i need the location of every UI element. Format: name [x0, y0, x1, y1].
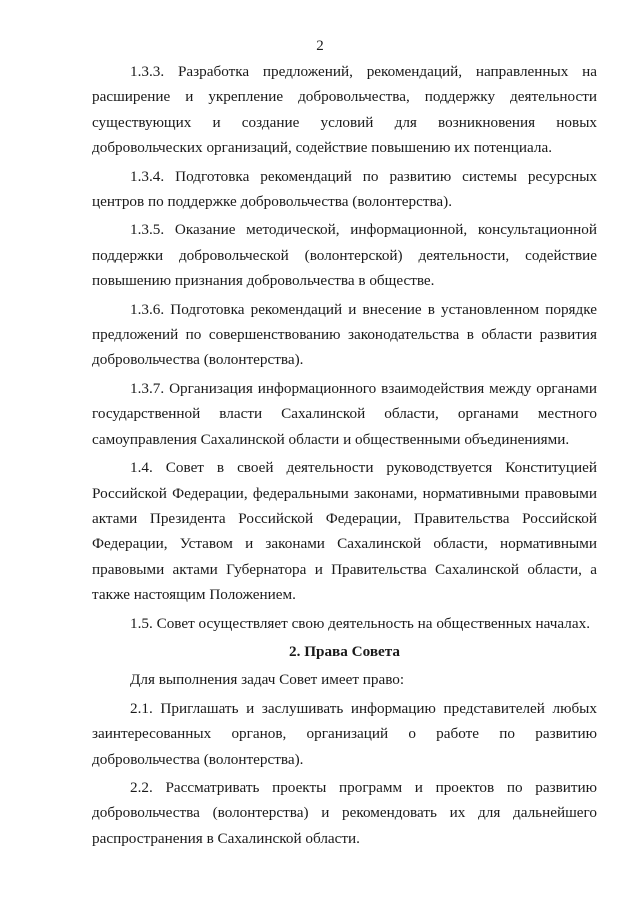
- paragraph-1-5: 1.5. Совет осуществляет свою деятельность на общественных началах.: [130, 614, 590, 632]
- section-heading: 2. Права Совета: [289, 642, 400, 660]
- paragraph-1-3-3: 1.3.3. Разработка предложений, рекомендаций, направленных на расширение и укрепление добровольчества, поддержку деятельности существующих и создание условий для возникновения новых добровольческих организаций, содействие повышению их потенциала.: [92, 63, 597, 157]
- paragraph-1-4: 1.4. Совет в своей деятельности руководствуется Конституцией Российской Федерации, федеральными законами, нормативными правовыми актами Президента Российской Федерации, Правительства Российской Федерации, Уставом и законами Сахалинской области, нормативными правовыми актами Губернатора и Правительства Сахалинской области, а также настоящим Положением.: [92, 459, 597, 604]
- paragraph-1-3-7: 1.3.7. Организация информационного взаимодействия между органами государственной власти Сахалинской области, органами местного самоуправления Сахалинской области и общественными объединениями.: [92, 379, 597, 448]
- paragraph-1-3-4: 1.3.4. Подготовка рекомендаций по развитию системы ресурсных центров по поддержке добровольчества (волонтерства).: [92, 167, 597, 211]
- paragraph-2-1: 2.1. Приглашать и заслушивать информацию представителей любых заинтересованных органов, организаций о работе по развитию добровольчества (волонтерства).: [92, 699, 597, 768]
- document-body: [92, 59, 597, 854]
- paragraph-1-3-6: 1.3.6. Подготовка рекомендаций и внесение в установленном порядке предложений по совершенствованию законодательства в области развития добровольчества (волонтерства).: [92, 300, 597, 369]
- paragraph-intro: Для выполнения задач Совет имеет право:: [130, 671, 405, 689]
- paragraph-1-3-5: 1.3.5. Оказание методической, информационной, консультационной поддержки добровольческой (волонтерской) деятельности, содействие повышению признания добровольчества в обществе.: [92, 221, 597, 290]
- paragraph-2-2: 2.2. Рассматривать проекты программ и проектов по развитию добровольчества (волонтерства) и рекомендовать их для дальнейшего распространения в Сахалинской области.: [92, 778, 597, 847]
- page-number: 2: [316, 38, 324, 54]
